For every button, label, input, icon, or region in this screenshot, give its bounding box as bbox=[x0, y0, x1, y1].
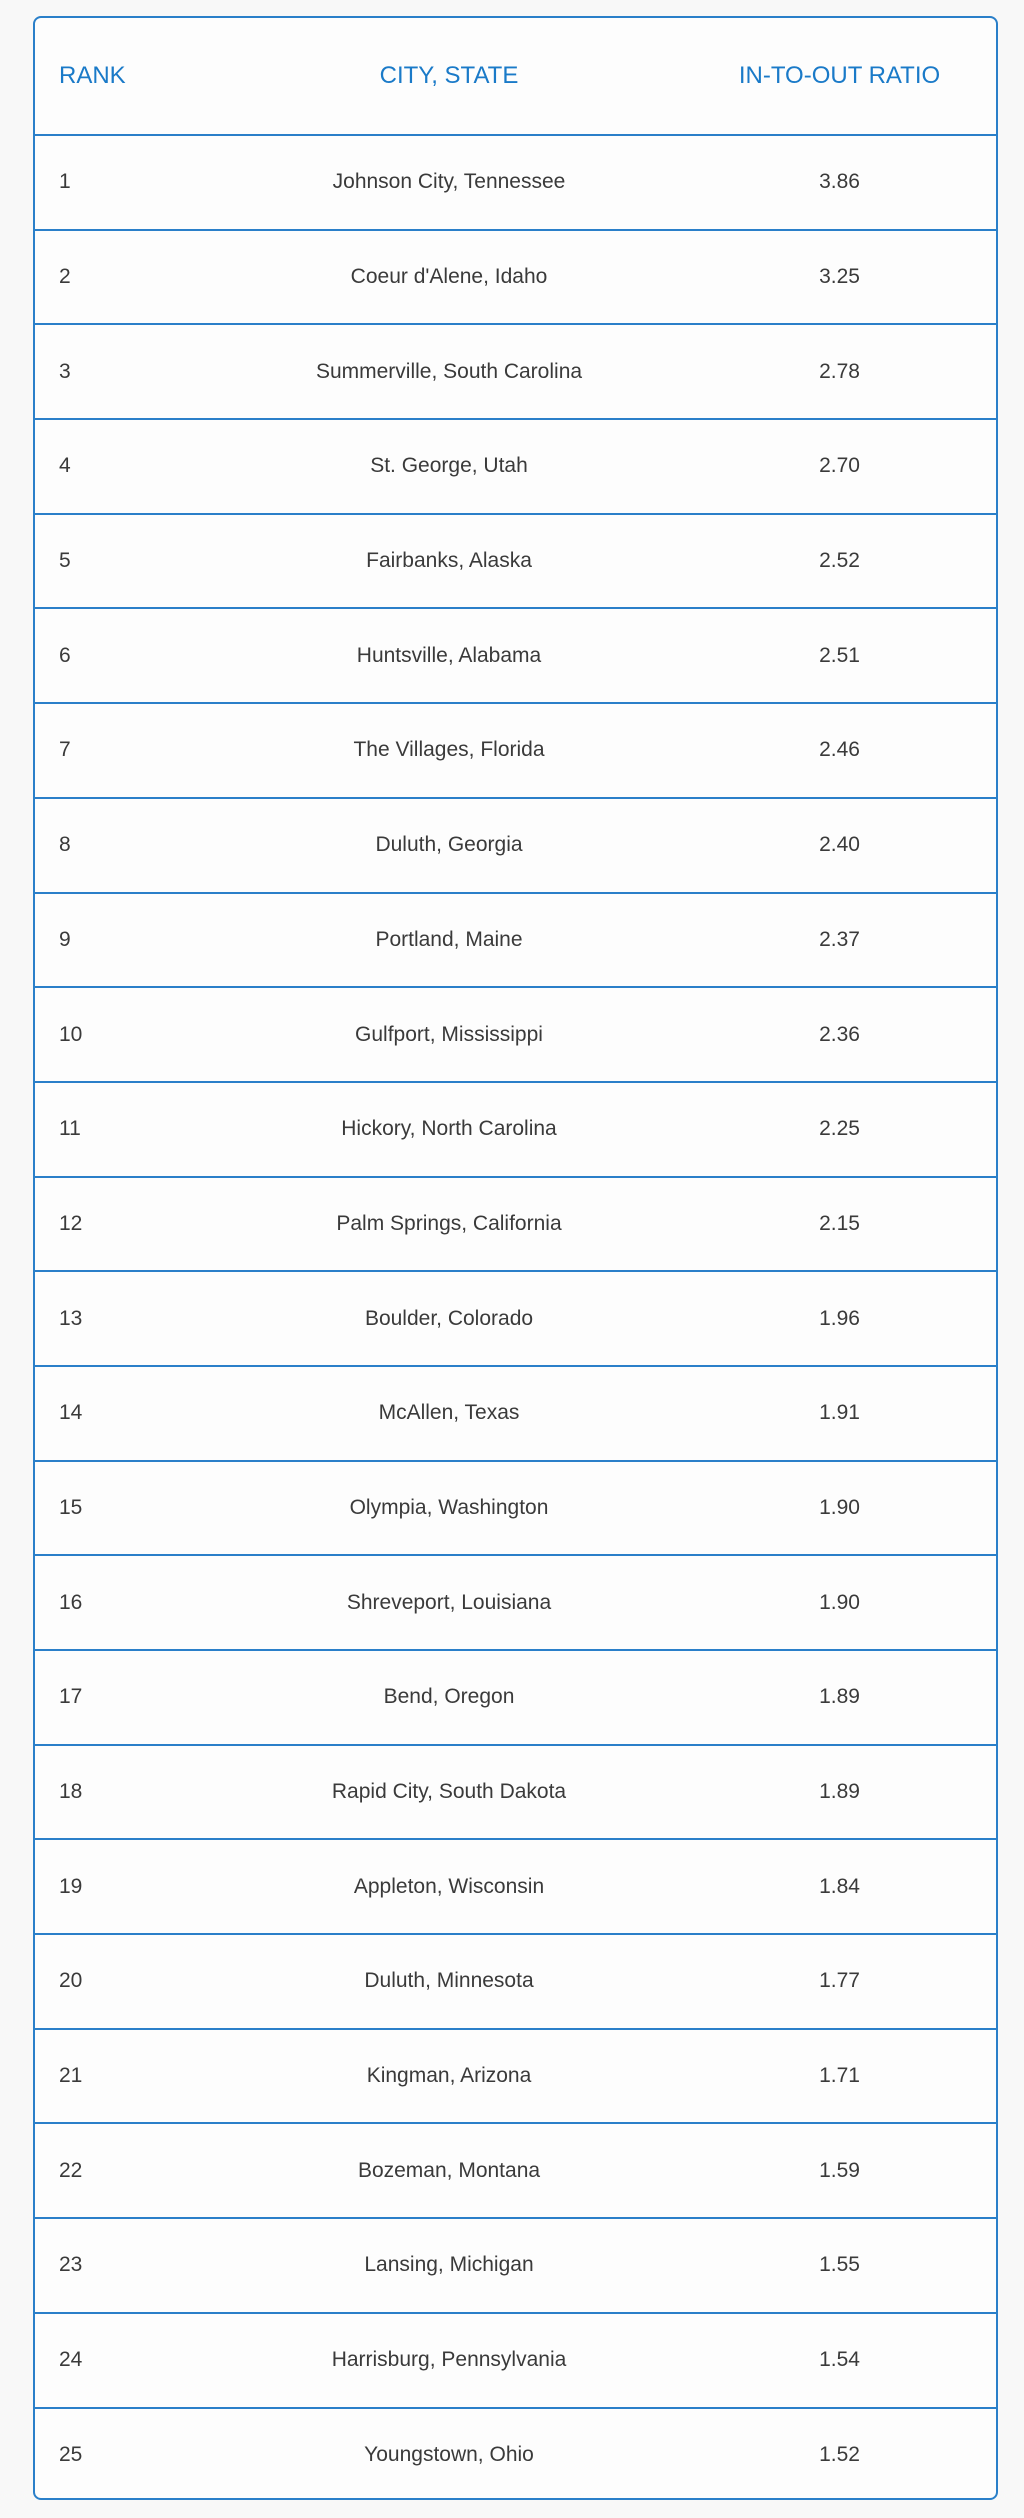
ratio-cell: 1.89 bbox=[683, 1745, 996, 1840]
table-row bbox=[35, 1555, 996, 1650]
city-state-cell: Bend, Oregon bbox=[215, 1650, 683, 1745]
table-row bbox=[35, 2218, 996, 2313]
rank-cell: 19 bbox=[35, 1839, 215, 1934]
ratio-cell: 1.59 bbox=[683, 2123, 996, 2218]
rank-cell: 23 bbox=[35, 2218, 215, 2313]
city-state-cell: Portland, Maine bbox=[215, 893, 683, 988]
table-row bbox=[35, 703, 996, 798]
header-in-to-out-ratio: IN-TO-OUT RATIO bbox=[683, 18, 996, 135]
city-state-cell: Rapid City, South Dakota bbox=[215, 1745, 683, 1840]
table-row bbox=[35, 2029, 996, 2124]
ratio-cell: 1.84 bbox=[683, 1839, 996, 1934]
header-rank: RANK bbox=[35, 18, 215, 135]
ratio-cell: 2.78 bbox=[683, 324, 996, 419]
rank-cell: 15 bbox=[35, 1461, 215, 1556]
header-city-state: CITY, STATE bbox=[215, 18, 683, 135]
table-row bbox=[35, 798, 996, 893]
rank-cell: 11 bbox=[35, 1082, 215, 1177]
city-state-cell: Kingman, Arizona bbox=[215, 2029, 683, 2124]
city-state-cell: Gulfport, Mississippi bbox=[215, 987, 683, 1082]
ratio-cell: 1.54 bbox=[683, 2313, 996, 2408]
city-state-cell: Hickory, North Carolina bbox=[215, 1082, 683, 1177]
rank-cell: 18 bbox=[35, 1745, 215, 1840]
table-row bbox=[35, 1839, 996, 1934]
rank-cell: 9 bbox=[35, 893, 215, 988]
table-row bbox=[35, 419, 996, 514]
rank-cell: 25 bbox=[59, 2443, 83, 2467]
city-state-cell: Palm Springs, California bbox=[215, 1177, 683, 1272]
table-row bbox=[35, 1082, 996, 1177]
table-header bbox=[35, 18, 996, 135]
ratio-cell: 2.15 bbox=[683, 1177, 996, 1272]
table-row bbox=[35, 514, 996, 609]
rank-cell: 4 bbox=[35, 419, 215, 514]
city-state-cell: The Villages, Florida bbox=[215, 703, 683, 798]
table-row bbox=[35, 1271, 996, 1366]
ranking-table bbox=[35, 18, 996, 2500]
table-row bbox=[35, 324, 996, 419]
rank-cell: 20 bbox=[35, 1934, 215, 2029]
ratio-cell: 3.86 bbox=[683, 135, 996, 230]
rank-cell: 6 bbox=[35, 608, 215, 703]
ratio-cell: 1.52 bbox=[819, 2443, 860, 2467]
city-state-cell: Boulder, Colorado bbox=[215, 1271, 683, 1366]
ratio-cell: 1.91 bbox=[683, 1366, 996, 1461]
table-row bbox=[35, 135, 996, 230]
ratio-cell: 1.96 bbox=[683, 1271, 996, 1366]
table-row bbox=[35, 1745, 996, 1840]
table-row bbox=[35, 987, 996, 1082]
rank-cell: 24 bbox=[35, 2313, 215, 2408]
rank-cell: 16 bbox=[35, 1555, 215, 1650]
table-row bbox=[35, 893, 996, 988]
rank-cell: 3 bbox=[35, 324, 215, 419]
ranking-table-container bbox=[33, 16, 998, 2500]
city-state-cell: Fairbanks, Alaska bbox=[215, 514, 683, 609]
ratio-cell: 1.90 bbox=[683, 1461, 996, 1556]
ratio-cell: 2.36 bbox=[683, 987, 996, 1082]
table-row bbox=[35, 1934, 996, 2029]
rank-cell: 17 bbox=[35, 1650, 215, 1745]
ratio-cell: 1.71 bbox=[683, 2029, 996, 2124]
table-row bbox=[35, 1177, 996, 1272]
city-state-cell: Bozeman, Montana bbox=[215, 2123, 683, 2218]
table-row bbox=[35, 2313, 996, 2408]
city-state-cell: Duluth, Georgia bbox=[215, 798, 683, 893]
rank-cell: 8 bbox=[35, 798, 215, 893]
ratio-cell: 1.77 bbox=[683, 1934, 996, 2029]
rank-cell: 2 bbox=[35, 230, 215, 325]
city-state-cell: Johnson City, Tennessee bbox=[215, 135, 683, 230]
city-state-cell: St. George, Utah bbox=[215, 419, 683, 514]
rank-cell: 22 bbox=[35, 2123, 215, 2218]
ratio-cell: 2.46 bbox=[683, 703, 996, 798]
rank-cell: 1 bbox=[35, 135, 215, 230]
ratio-cell: 1.55 bbox=[683, 2218, 996, 2313]
city-state-cell: Duluth, Minnesota bbox=[215, 1934, 683, 2029]
ratio-cell: 1.90 bbox=[683, 1555, 996, 1650]
rank-cell: 7 bbox=[35, 703, 215, 798]
rank-cell: 21 bbox=[35, 2029, 215, 2124]
header-row bbox=[35, 18, 996, 135]
city-state-cell: Coeur d'Alene, Idaho bbox=[215, 230, 683, 325]
rank-cell: 13 bbox=[35, 1271, 215, 1366]
ratio-cell: 2.40 bbox=[683, 798, 996, 893]
table-row bbox=[35, 608, 996, 703]
rank-cell: 12 bbox=[35, 1177, 215, 1272]
table-row bbox=[35, 2408, 996, 2501]
city-state-cell: Appleton, Wisconsin bbox=[215, 1839, 683, 1934]
city-state-cell: McAllen, Texas bbox=[215, 1366, 683, 1461]
rank-cell: 14 bbox=[35, 1366, 215, 1461]
ratio-cell: 2.25 bbox=[683, 1082, 996, 1177]
city-state-cell: Shreveport, Louisiana bbox=[215, 1555, 683, 1650]
ratio-cell: 2.52 bbox=[683, 514, 996, 609]
rank-cell: 10 bbox=[35, 987, 215, 1082]
city-state-cell: Huntsville, Alabama bbox=[215, 608, 683, 703]
table-row bbox=[35, 230, 996, 325]
city-state-cell: Summerville, South Carolina bbox=[215, 324, 683, 419]
table-body bbox=[35, 135, 996, 2500]
city-state-cell: Harrisburg, Pennsylvania bbox=[215, 2313, 683, 2408]
table-row bbox=[35, 2123, 996, 2218]
rank-cell: 5 bbox=[35, 514, 215, 609]
table-row bbox=[35, 1461, 996, 1556]
ratio-cell: 3.25 bbox=[683, 230, 996, 325]
ratio-cell: 2.51 bbox=[683, 608, 996, 703]
city-state-cell: Olympia, Washington bbox=[215, 1461, 683, 1556]
city-state-cell: Lansing, Michigan bbox=[215, 2218, 683, 2313]
ratio-cell: 2.37 bbox=[683, 893, 996, 988]
table-row bbox=[35, 1650, 996, 1745]
city-state-cell: Youngstown, Ohio bbox=[364, 2443, 534, 2467]
table-row bbox=[35, 1366, 996, 1461]
ratio-cell: 2.70 bbox=[683, 419, 996, 514]
ratio-cell: 1.89 bbox=[683, 1650, 996, 1745]
